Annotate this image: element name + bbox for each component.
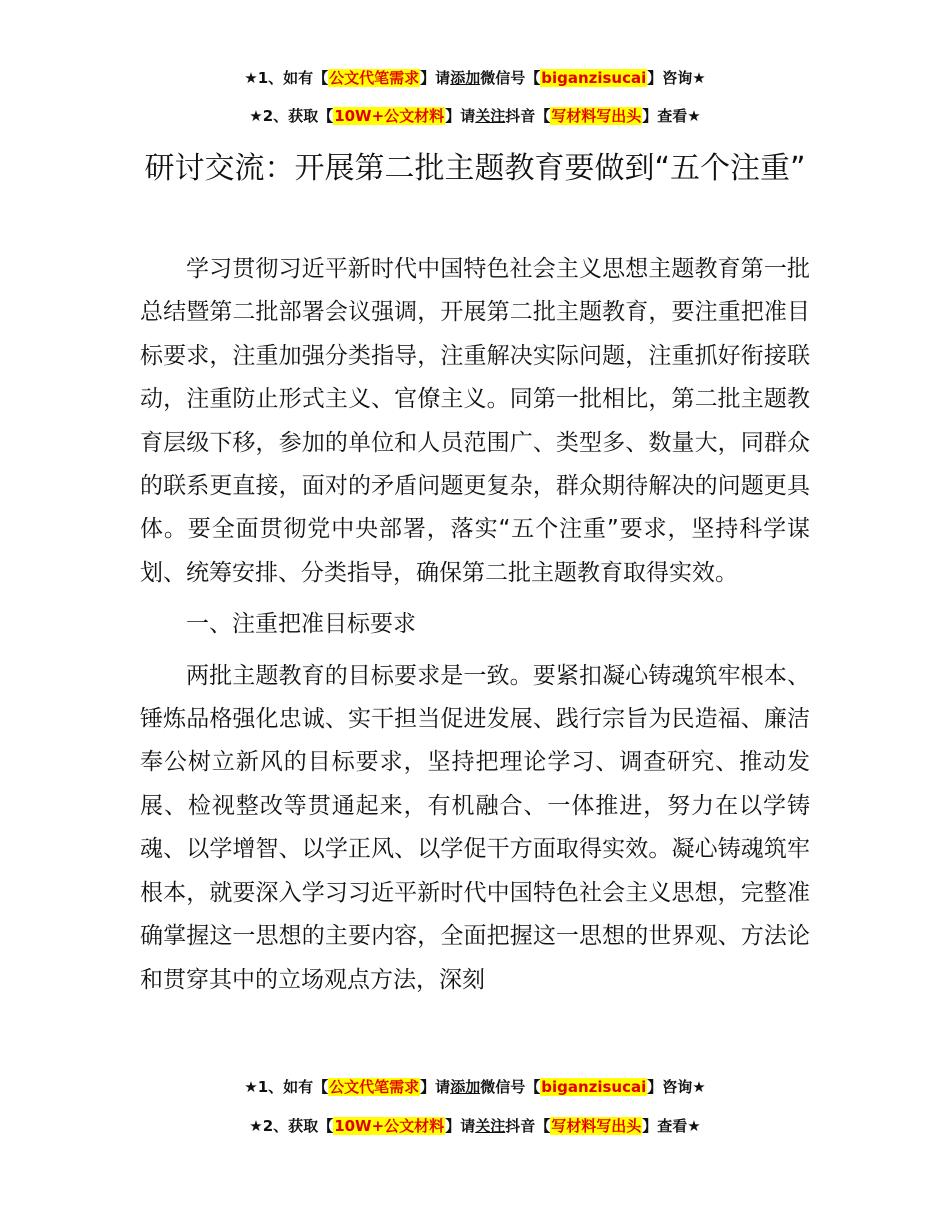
banner-text: 微信号【 xyxy=(480,69,541,87)
banner-text: ★2、获取【 xyxy=(249,107,334,125)
banner-highlight: 写材料写出头 xyxy=(551,1117,642,1135)
bottom-banner-line-2 xyxy=(0,1115,950,1137)
banner-text: 】请 xyxy=(420,1078,451,1096)
banner-highlight: 公文代笔需求 xyxy=(329,69,420,87)
banner-highlight: 10W+公文材料 xyxy=(334,1117,445,1135)
banner-text: 】查看★ xyxy=(642,1117,701,1135)
banner-emphasis: 关注 xyxy=(475,107,506,125)
banner-emphasis: 添加 xyxy=(450,1078,481,1096)
banner-text: 】请 xyxy=(445,1117,476,1135)
document-body xyxy=(140,248,810,1002)
banner-text: 抖音【 xyxy=(505,1117,551,1135)
banner-highlight: biganzisucai xyxy=(541,69,647,87)
banner-highlight: 10W+公文材料 xyxy=(334,107,445,125)
banner-text: 抖音【 xyxy=(505,107,551,125)
banner-text: 】请 xyxy=(420,69,451,87)
bottom-banner-line-1 xyxy=(0,1076,950,1098)
banner-text: ★1、如有【 xyxy=(244,69,329,87)
banner-emphasis: 关注 xyxy=(475,1117,506,1135)
banner-text: 】咨询★ xyxy=(647,1078,706,1096)
paragraph-section-1: 两批主题教育的目标要求是一致。要紧扣凝心铸魂筑牢根本、锤炼品格强化忠诚、实干担当促进发展、践行宗旨为民造福、廉洁奉公树立新风的目标要求，坚持把理论学习、调查研究、推动发展、检视整改等贯通起来，有机融合、一体推进，努力在以学铸魂、以学增智、以学正风、以学促干方面取得实效。凝心铸魂筑牢根本，就要深入学习习近平新时代中国特色社会主义思想，完整准确掌握这一思想的主要内容，全面把握这一思想的世界观、方法论和贯穿其中的立场观点方法，深刻 xyxy=(140,662,810,993)
banner-text: 】咨询★ xyxy=(647,69,706,87)
top-banner-line-2 xyxy=(0,105,950,127)
banner-text: 】查看★ xyxy=(642,107,701,125)
section-heading-1: 一、注重把准目标要求 xyxy=(186,611,416,638)
paragraph-intro: 学习贯彻习近平新时代中国特色社会主义思想主题教育第一批总结暨第二批部署会议强调，开展第二批主题教育，要注重把准目标要求，注重加强分类指导，注重解决实际问题，注重抓好衔接联动，注重防止形式主义、官僚主义。同第一批相比，第二批主题教育层级下移，参加的单位和人员范围广、类型多、数量大，同群众的联系更直接，面对的矛盾问题更复杂，群众期待解决的问题更具体。要全面贯彻党中央部署，落实“五个注重”要求，坚持科学谋划、统筹安排、分类指导，确保第二批主题教育取得实效。 xyxy=(140,256,810,586)
banner-text: 微信号【 xyxy=(480,1078,541,1096)
banner-emphasis: 添加 xyxy=(450,69,481,87)
banner-text: ★2、获取【 xyxy=(249,1117,334,1135)
document-title: 研讨交流：开展第二批主题教育要做到“五个注重” xyxy=(144,151,806,186)
banner-text: ★1、如有【 xyxy=(244,1078,329,1096)
banner-text: 】请 xyxy=(445,107,476,125)
banner-highlight: 公文代笔需求 xyxy=(329,1078,420,1096)
banner-highlight: 写材料写出头 xyxy=(551,107,642,125)
top-banner-line-1 xyxy=(0,67,950,89)
banner-highlight: biganzisucai xyxy=(541,1078,647,1096)
